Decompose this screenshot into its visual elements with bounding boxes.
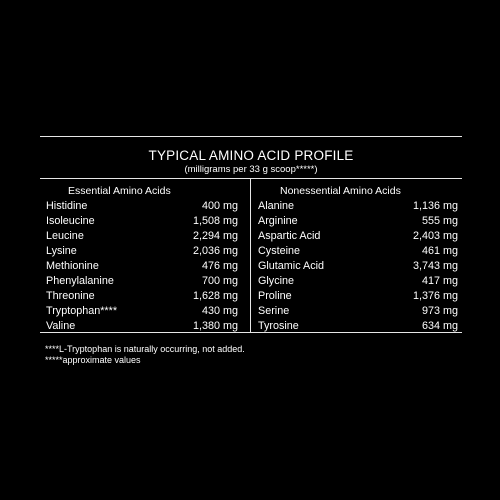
header-rule — [40, 178, 462, 179]
footnote-tryptophan: ****L-Tryptophan is naturally occurring, not added. — [45, 344, 245, 354]
amino-acid-amount: 461 mg — [421, 245, 458, 257]
essential-heading: Essential Amino Acids — [68, 185, 171, 197]
amino-acid-name: Lysine — [46, 245, 77, 257]
amino-acid-name: Proline — [258, 290, 292, 302]
amino-acid-amount: 1,380 mg — [192, 320, 238, 332]
amino-acid-name: Tyrosine — [258, 320, 299, 332]
amino-acid-name: Alanine — [258, 200, 295, 212]
footnote-approximate: *****approximate values — [45, 355, 141, 365]
amino-acid-name: Methionine — [46, 260, 99, 272]
amino-acid-amount: 700 mg — [201, 275, 238, 287]
list-item — [46, 229, 244, 244]
list-item — [46, 244, 244, 259]
amino-acid-amount: 2,036 mg — [192, 245, 238, 257]
amino-acid-amount: 1,136 mg — [412, 200, 458, 212]
list-item — [258, 319, 458, 334]
amino-acid-amount: 430 mg — [201, 305, 238, 317]
list-item — [46, 199, 244, 214]
list-item — [46, 274, 244, 289]
footnotes — [45, 344, 245, 366]
list-item — [258, 199, 458, 214]
amino-acid-name: Histidine — [46, 200, 88, 212]
list-item — [46, 289, 244, 304]
list-item — [258, 274, 458, 289]
amino-acid-amount: 3,743 mg — [412, 260, 458, 272]
amino-acid-amount: 400 mg — [201, 200, 238, 212]
amino-acid-name: Glycine — [258, 275, 295, 287]
amino-acid-amount: 1,508 mg — [192, 215, 238, 227]
profile-subtitle: (milligrams per 33 g scoop*****) — [184, 164, 318, 175]
amino-acid-profile-panel — [40, 136, 462, 332]
amino-acid-name: Threonine — [46, 290, 95, 302]
list-item — [258, 259, 458, 274]
amino-acid-amount: 973 mg — [421, 305, 458, 317]
amino-acid-amount: 2,294 mg — [192, 230, 238, 242]
list-item — [46, 259, 244, 274]
amino-acid-name: Isoleucine — [46, 215, 95, 227]
list-item — [258, 214, 458, 229]
amino-acid-amount: 1,628 mg — [192, 290, 238, 302]
list-item — [46, 214, 244, 229]
amino-acid-amount: 1,376 mg — [412, 290, 458, 302]
nonessential-list — [258, 199, 458, 334]
profile-title: TYPICAL AMINO ACID PROFILE — [148, 148, 354, 163]
amino-acid-name: Valine — [46, 320, 76, 332]
amino-acid-amount: 476 mg — [201, 260, 238, 272]
list-item — [46, 304, 244, 319]
list-item — [46, 319, 244, 334]
amino-acid-name: Glutamic Acid — [258, 260, 325, 272]
essential-list — [46, 199, 244, 334]
column-divider — [250, 178, 251, 332]
list-item — [258, 289, 458, 304]
list-item — [258, 244, 458, 259]
list-item — [258, 304, 458, 319]
amino-acid-name: Phenylalanine — [46, 275, 114, 287]
top-rule — [40, 136, 462, 137]
amino-acid-amount: 634 mg — [421, 320, 458, 332]
nonessential-heading: Nonessential Amino Acids — [280, 185, 401, 197]
amino-acid-amount: 417 mg — [421, 275, 458, 287]
amino-acid-name: Cysteine — [258, 245, 301, 257]
amino-acid-name: Aspartic Acid — [258, 230, 321, 242]
amino-acid-name: Tryptophan**** — [46, 305, 118, 317]
list-item — [258, 229, 458, 244]
amino-acid-amount: 2,403 mg — [412, 230, 458, 242]
amino-acid-name: Leucine — [46, 230, 84, 242]
amino-acid-amount: 555 mg — [421, 215, 458, 227]
amino-acid-name: Arginine — [258, 215, 298, 227]
amino-acid-name: Serine — [258, 305, 290, 317]
